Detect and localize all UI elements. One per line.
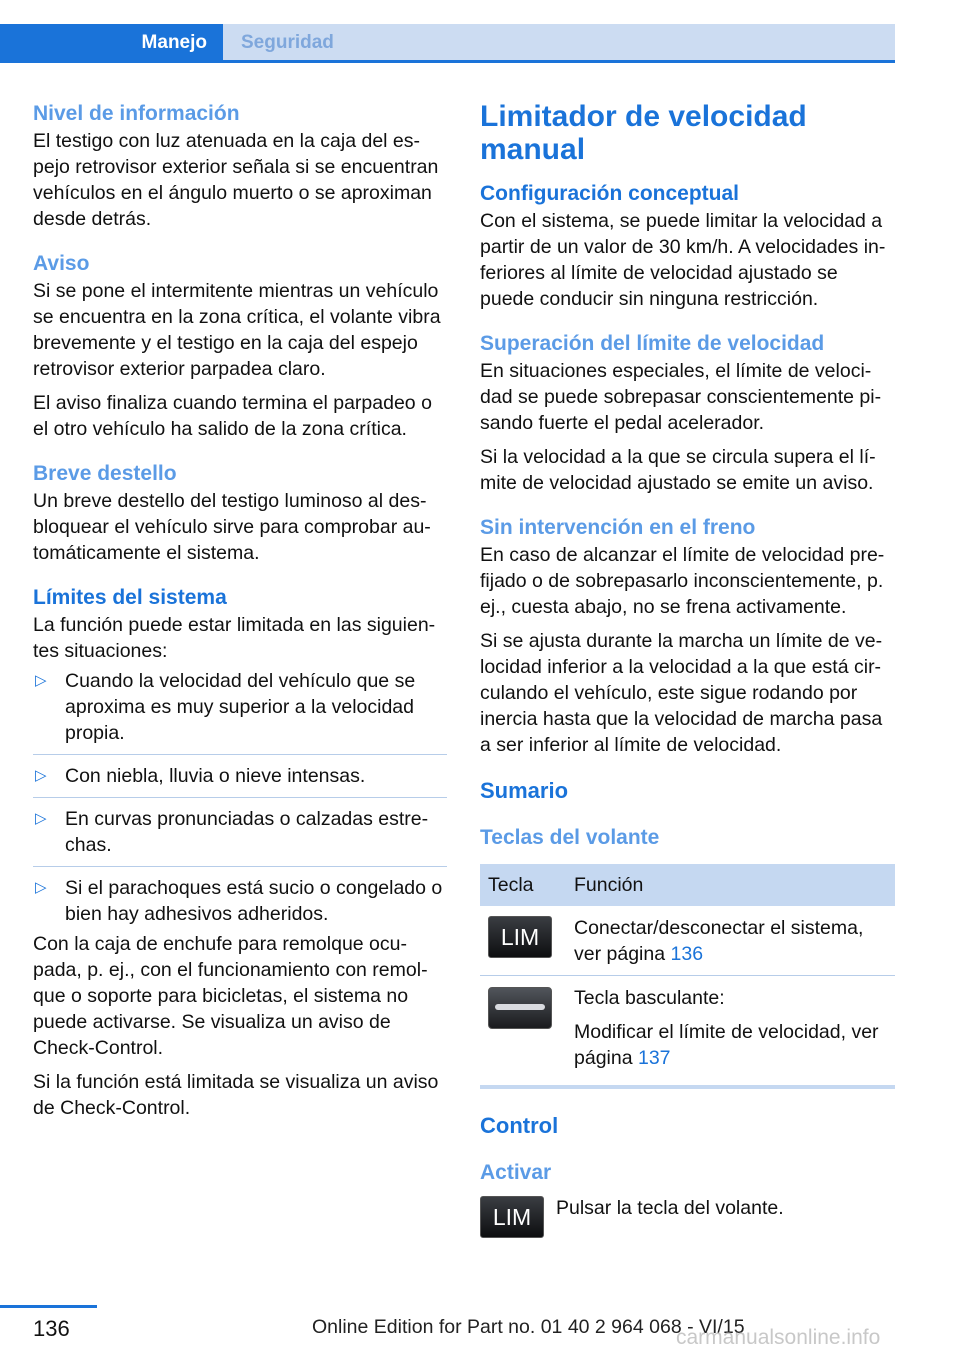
- limites-list: [33, 668, 447, 931]
- freno-text-1: En caso de alcanzar el límite de velocidad pre-fijado o de sobrepasarlo inconscientemente, p. ej., cuesta abajo, no se frena activamente.: [480, 544, 885, 618]
- keys-table: [480, 864, 895, 1089]
- watermark: carmanualsonline.info: [676, 1326, 881, 1349]
- header-divider: [0, 60, 895, 63]
- list-item: ▷ Cuando la velocidad del vehículo que se aproxima es muy superior a la velocidad propia.: [33, 668, 447, 755]
- aviso-heading: Aviso: [33, 252, 90, 275]
- rocker-switch-icon: [488, 987, 552, 1029]
- triangle-right-icon: ▷: [35, 767, 47, 784]
- nivel-heading: Nivel de información: [33, 102, 240, 125]
- row2-text-2: Modificar el límite de velocidad, ver página: [574, 1021, 879, 1069]
- superacion-text-1: En situaciones especiales, el límite de veloci-dad se puede sobrepasar conscientemente pi-sando fuerte el pedal acelerador.: [480, 360, 882, 434]
- activar-row: [480, 1195, 895, 1238]
- freno-heading: Sin intervención en el freno: [480, 516, 756, 539]
- page-link-137[interactable]: 137: [637, 1047, 671, 1069]
- table-row: [480, 906, 895, 976]
- table-row: [480, 976, 895, 1088]
- row2-text-1: Tecla basculante:: [574, 987, 725, 1009]
- table-header: [480, 864, 895, 906]
- list-item: ▷ Si el parachoques está sucio o congelado o bien hay adhesivos adheridos.: [35, 877, 443, 925]
- limites-text: La función puede estar limitada en las siguien-tes situaciones:: [33, 614, 436, 662]
- breve-heading: Breve destello: [33, 462, 177, 485]
- teclas-heading: Teclas del volante: [480, 826, 660, 849]
- limites-heading: Límites del sistema: [33, 586, 227, 609]
- sumario-heading: Sumario: [480, 778, 569, 803]
- footer-divider: [0, 1305, 97, 1308]
- right-column: [480, 100, 895, 1238]
- edition-text: Online Edition for Part no. 01 40 2 964 068 - VI/15: [312, 1316, 745, 1338]
- config-text: Con el sistema, se puede limitar la velocidad a partir de un valor de 30 km/h. A velocidades in-feriores al límite de velocidad ajustado se puede conducir sin ninguna restricción.: [480, 210, 886, 310]
- freno-text-2: Si se ajusta durante la marcha un límite de ve-locidad inferior a la velocidad a la que está cir-culando el vehículo, este sigue rodando por inercia hasta que la velocidad de marcha pasa a ser inferior al límite de velocidad.: [480, 630, 883, 756]
- aviso-text-1: Si se pone el intermitente mientras un vehículo se encuentra en la zona crítica, el volante vibra brevemente y el testigo en la caja del espejo retrovisor exterior parpadea claro.: [33, 280, 441, 380]
- triangle-right-icon: ▷: [35, 879, 47, 896]
- tab-manejo[interactable]: Manejo: [0, 24, 223, 62]
- limitada-text: Si la función está limitada se visualiza un aviso de Check-Control.: [33, 1071, 439, 1119]
- chapter-tabs: [0, 24, 895, 62]
- nivel-text: El testigo con luz atenuada en la caja del es-pejo retrovisor exterior señala si se encuentran vehículos en el ángulo muerto o se aproximan desde detrás.: [33, 130, 439, 230]
- aviso-text-2: El aviso finaliza cuando termina el parpadeo o el otro vehículo ha salido de la zona crítica.: [33, 392, 432, 440]
- lim-button-icon: LIM: [488, 916, 552, 958]
- breve-text: Un breve destello del testigo luminoso al des-bloquear el vehículo sirve para comprobar au-tomáticamente el sistema.: [33, 490, 431, 564]
- lim-button-icon: LIM: [480, 1196, 544, 1238]
- main-title: Limitador de velocidad manual: [480, 100, 807, 166]
- remolque-text: Con la caja de enchufe para remolque ocu-pada, p. ej., con el funcionamiento con remol-que o soporte para bicicletas, el sistema no puede activarse. Se visualiza un aviso de Check-Control.: [33, 933, 428, 1059]
- row1-text: Conectar/desconectar el sistema, ver página: [574, 917, 864, 965]
- activar-text: Pulsar la tecla del volante.: [556, 1197, 784, 1219]
- triangle-right-icon: ▷: [35, 810, 47, 827]
- control-heading: Control: [480, 1113, 559, 1138]
- list-item: ▷ Con niebla, lluvia o nieve intensas.: [33, 763, 447, 798]
- config-heading: Configuración conceptual: [480, 182, 740, 205]
- left-column: [33, 100, 447, 1121]
- list-item: ▷ En curvas pronunciadas o calzadas estre-chas.: [33, 806, 447, 867]
- activar-heading: Activar: [480, 1161, 552, 1184]
- triangle-right-icon: ▷: [35, 672, 47, 689]
- page-link-136[interactable]: 136: [670, 943, 704, 965]
- col-tecla-header: Tecla: [480, 864, 573, 906]
- superacion-text-2: Si la velocidad a la que se circula supera el lí-mite de velocidad ajustado se emite un aviso.: [480, 446, 876, 494]
- page-number: 136: [33, 1316, 70, 1341]
- col-funcion-header: Función: [573, 864, 895, 906]
- superacion-heading: Superación del límite de velocidad: [480, 332, 825, 355]
- tab-seguridad[interactable]: Seguridad: [223, 24, 895, 62]
